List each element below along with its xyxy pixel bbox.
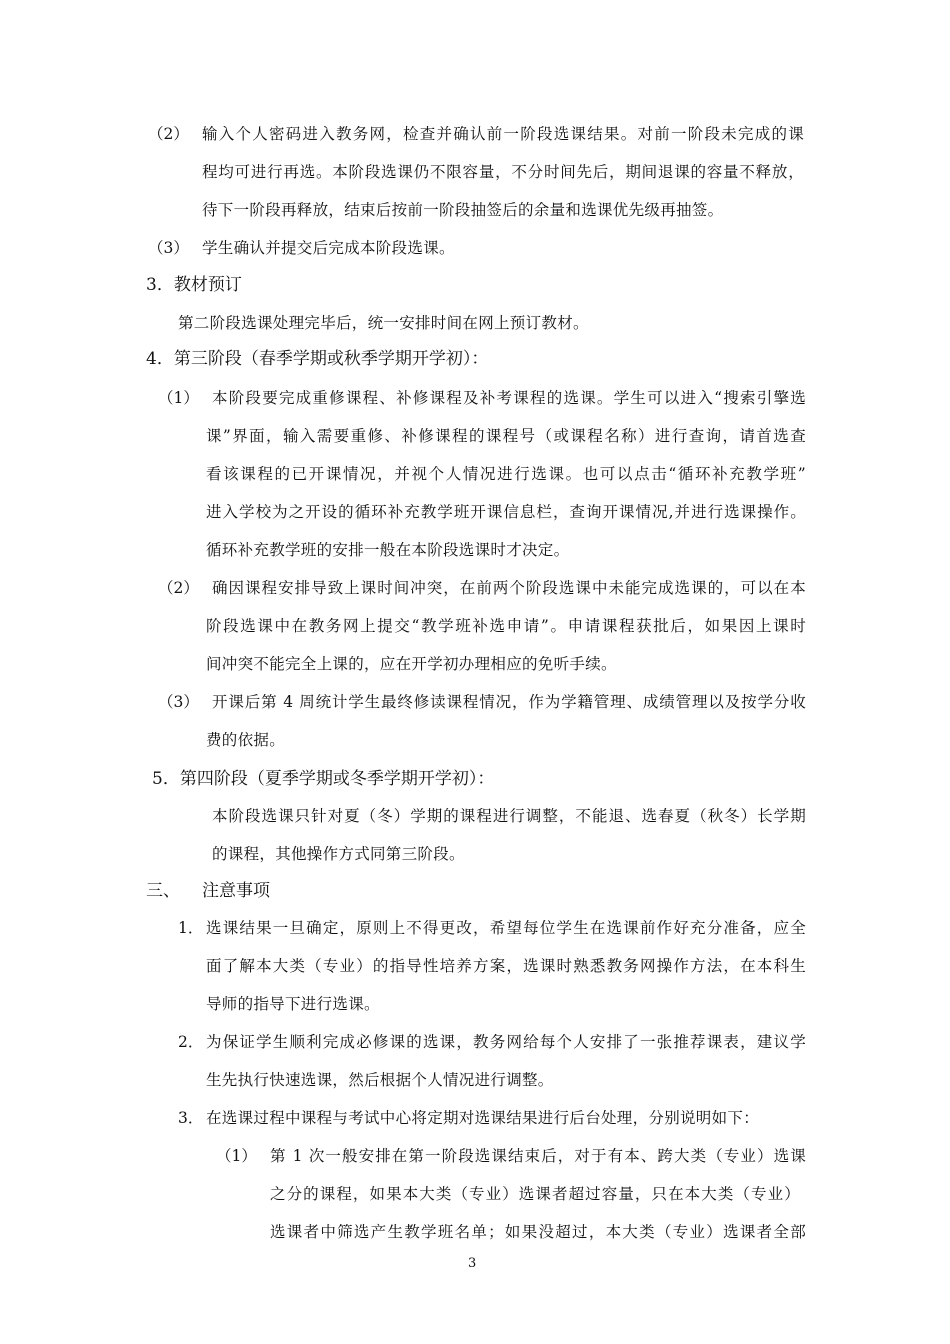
paragraph-line: 第二阶段选课处理完毕后，统一安排时间在网上预订教材。 — [178, 314, 589, 332]
paragraph-line: 第 1 次一般安排在第一阶段选课结束后，对于有本、跨大类（专业）选课 — [270, 1147, 806, 1165]
list-number: （3） — [158, 693, 199, 711]
paragraph-line: 阶段选课中在教务网上提交“教学班补选申请”。申请课程获批后，如果因上课时 — [206, 617, 806, 635]
list-number: （1） — [216, 1147, 257, 1165]
paragraph-line: 在选课过程中课程与考试中心将定期对选课结果进行后台处理，分别说明如下： — [206, 1109, 760, 1127]
paragraph-line: 开课后第 4 周统计学生最终修读课程情况，作为学籍管理、成绩管理以及按学分收 — [212, 693, 806, 711]
page-number: 3 — [468, 1256, 477, 1271]
chapter-title: 注意事项 — [202, 881, 270, 901]
section-heading: 5．第四阶段（夏季学期或冬季学期开学初）： — [152, 769, 495, 789]
list-number: （1） — [158, 389, 199, 407]
list-number: 3． — [178, 1109, 204, 1127]
paragraph-line: 选课者中筛选产生教学班名单；如果没超过，本大类（专业）选课者全部 — [270, 1223, 806, 1241]
paragraph-line: 间冲突不能完全上课的，应在开学初办理相应的免听手续。 — [206, 655, 617, 673]
paragraph-line: 进入学校为之开设的循环补充教学班开课信息栏，查询开课情况,并进行选课操作。 — [206, 503, 806, 521]
paragraph-line: 看该课程的已开课情况，并视个人情况进行选课。也可以点击“循环补充教学班” — [206, 465, 806, 483]
paragraph-line: 输入个人密码进入教务网，检查并确认前一阶段选课结果。对前一阶段未完成的课 — [202, 125, 804, 143]
paragraph-line: 循环补充教学班的安排一般在本阶段选课时才决定。 — [206, 541, 570, 559]
paragraph-line: 待下一阶段再释放，结束后按前一阶段抽签后的余量和选课优先级再抽签。 — [202, 201, 724, 219]
list-number: 1． — [178, 919, 204, 937]
section-heading: 3．教材预订 — [146, 275, 242, 295]
paragraph-line: 的课程，其他操作方式同第三阶段。 — [212, 845, 465, 863]
paragraph-line: 本阶段选课只针对夏（冬）学期的课程进行调整，不能退、选春夏（秋冬）长学期 — [212, 807, 806, 825]
paragraph-line: 程均可进行再选。本阶段选课仍不限容量，不分时间先后，期间退课的容量不释放， — [202, 163, 804, 181]
paragraph-line: 学生确认并提交后完成本阶段选课。 — [202, 239, 455, 257]
list-number: （2） — [148, 125, 189, 143]
list-number: （2） — [158, 579, 199, 597]
paragraph-line: 生先执行快速选课，然后根据个人情况进行调整。 — [206, 1071, 554, 1089]
paragraph-line: 面了解本大类（专业）的指导性培养方案，选课时熟悉教务网操作方法，在本科生 — [206, 957, 806, 975]
paragraph-line: 导师的指导下进行选课。 — [206, 995, 380, 1013]
paragraph-line: 确因课程安排导致上课时间冲突，在前两个阶段选课中未能完成选课的，可以在本 — [212, 579, 806, 597]
paragraph-line: 选课结果一旦确定，原则上不得更改，希望每位学生在选课前作好充分准备，应全 — [206, 919, 806, 937]
paragraph-line: 本阶段要完成重修课程、补修课程及补考课程的选课。学生可以进入“搜索引擎选 — [212, 389, 806, 407]
paragraph-line: 课”界面，输入需要重修、补修课程的课程号（或课程名称）进行查询，请首选查 — [206, 427, 806, 445]
chapter-number: 三、 — [146, 881, 180, 901]
section-heading: 4．第三阶段（春季学期或秋季学期开学初）： — [146, 349, 489, 369]
paragraph-line: 为保证学生顺利完成必修课的选课，教务网给每个人安排了一张推荐课表，建议学 — [206, 1033, 806, 1051]
paragraph-line: 费的依据。 — [206, 731, 286, 749]
list-number: 2． — [178, 1033, 204, 1051]
list-number: （3） — [148, 239, 189, 257]
paragraph-line: 之分的课程，如果本大类（专业）选课者超过容量，只在本大类（专业） — [270, 1185, 800, 1203]
